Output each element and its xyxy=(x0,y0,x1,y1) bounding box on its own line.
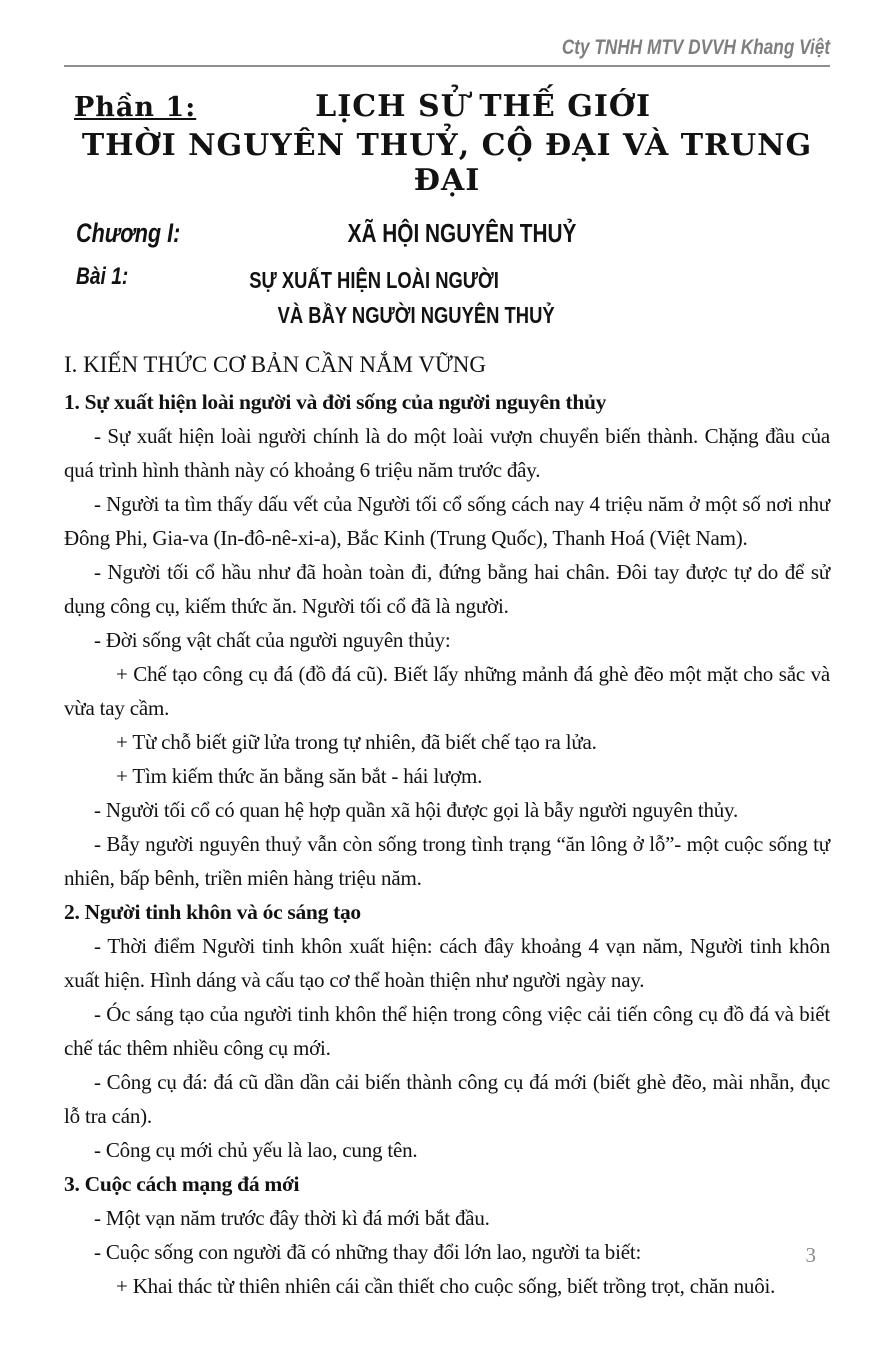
content-paragraph: - Cuộc sống con người đã có những thay đổi lớn lao, người ta biết: xyxy=(94,1240,642,1264)
running-header xyxy=(64,36,830,67)
lesson-title-line2: VÀ BẦY NGƯỜI NGUYÊN THUỶ xyxy=(277,302,555,328)
page-number: 3 xyxy=(805,1243,816,1267)
content-paragraph: + Chế tạo công cụ đá (đồ đá cũ). Biết lấy những mảnh đá ghè đẽo một mặt cho sắc và vừa tay cầm. xyxy=(64,662,830,720)
part-title-line1: LỊCH SỬ THẾ GIỚI xyxy=(315,89,652,124)
content-paragraph: + Từ chỗ biết giữ lửa trong tự nhiên, đã biết chế tạo ra lửa. xyxy=(116,730,597,754)
content-paragraph: - Người tối cổ hầu như đã hoàn toàn đi, đứng bằng hai chân. Đôi tay được tự do để sử dụng công cụ, kiếm thức ăn. Người tối cổ đã là người. xyxy=(64,560,830,618)
content-paragraph: - Sự xuất hiện loài người chính là do một loài vượn chuyển biến thành. Chặng đầu của quá trình hình thành này có khoảng 6 triệu năm trước đây. xyxy=(64,424,830,482)
lesson-title-row xyxy=(64,263,830,333)
content-heading-3: 3. Cuộc cách mạng đá mới xyxy=(64,1172,300,1196)
content-paragraph: - Một vạn năm trước đây thời kì đá mới bắt đầu. xyxy=(94,1206,490,1230)
content-paragraph: - Đời sống vật chất của người nguyên thủy: xyxy=(94,628,451,652)
content-heading-2: 2. Người tinh khôn và óc sáng tạo xyxy=(64,900,361,924)
company-name: Cty TNHH MTV DVVH Khang Việt xyxy=(561,36,830,59)
content-heading-1: 1. Sự xuất hiện loài người và đời sống của người nguyên thủy xyxy=(64,390,607,414)
part-title-line2: THỜI NGUYÊN THUỶ, CỘ ĐẠI VÀ TRUNG ĐẠI xyxy=(81,128,813,198)
content-paragraph: - Công cụ đá: đá cũ dần dần cải biến thành công cụ đá mới (biết ghè đẽo, mài nhẵn, đục lỗ tra cán). xyxy=(64,1070,830,1128)
chapter-title: XÃ HỘI NGUYÊN THUỶ xyxy=(347,218,577,248)
chapter-label: Chương I: xyxy=(76,218,181,248)
content-paragraph: - Thời điểm Người tinh khôn xuất hiện: cách đây khoảng 4 vạn năm, Người tinh khôn xuất hiện. Hình dáng và cấu tạo cơ thể hoàn thiện như người ngày nay. xyxy=(64,934,830,992)
lesson-label: Bài 1: xyxy=(76,263,129,290)
content-paragraph: + Khai thác từ thiên nhiên cái cần thiết cho cuộc sống, biết trồng trọt, chăn nuôi. xyxy=(116,1274,776,1298)
content-paragraph: - Bẫy người nguyên thuỷ vẫn còn sống trong tình trạng “ăn lông ở lỗ”- một cuộc sống tự nhiên, bấp bênh, triền miên hàng triệu năm. xyxy=(64,832,830,890)
lesson-title-line1: SỰ XUẤT HIỆN LOÀI NGƯỜI xyxy=(249,267,499,293)
lesson-title xyxy=(218,263,830,333)
content-paragraph: + Tìm kiếm thức ăn bằng săn bắt - hái lượm. xyxy=(116,764,483,788)
chapter-title-row xyxy=(64,218,830,249)
content-paragraph: - Người ta tìm thấy dấu vết của Người tối cổ sống cách nay 4 triệu năm ở một số nơi như Đông Phi, Gia-va (In-đô-nê-xi-a), Bắc Kinh (Trung Quốc), Thanh Hoá (Việt Nam). xyxy=(64,492,830,550)
content-paragraph: - Óc sáng tạo của người tinh khôn thể hiện trong công việc cải tiến công cụ đồ đá và biết chế tác thêm nhiều công cụ mới. xyxy=(64,1002,830,1060)
section-heading: I. KIẾN THỨC CƠ BẢN CẦN NẮM VỮNG xyxy=(64,352,487,377)
body-content xyxy=(64,347,830,1303)
part-title-row xyxy=(64,89,830,124)
part-label: Phần 1: xyxy=(74,92,197,123)
content-paragraph: - Người tối cổ có quan hệ hợp quần xã hội được gọi là bẫy người nguyên thủy. xyxy=(94,798,739,822)
content-paragraph: - Công cụ mới chủ yếu là lao, cung tên. xyxy=(94,1138,418,1162)
